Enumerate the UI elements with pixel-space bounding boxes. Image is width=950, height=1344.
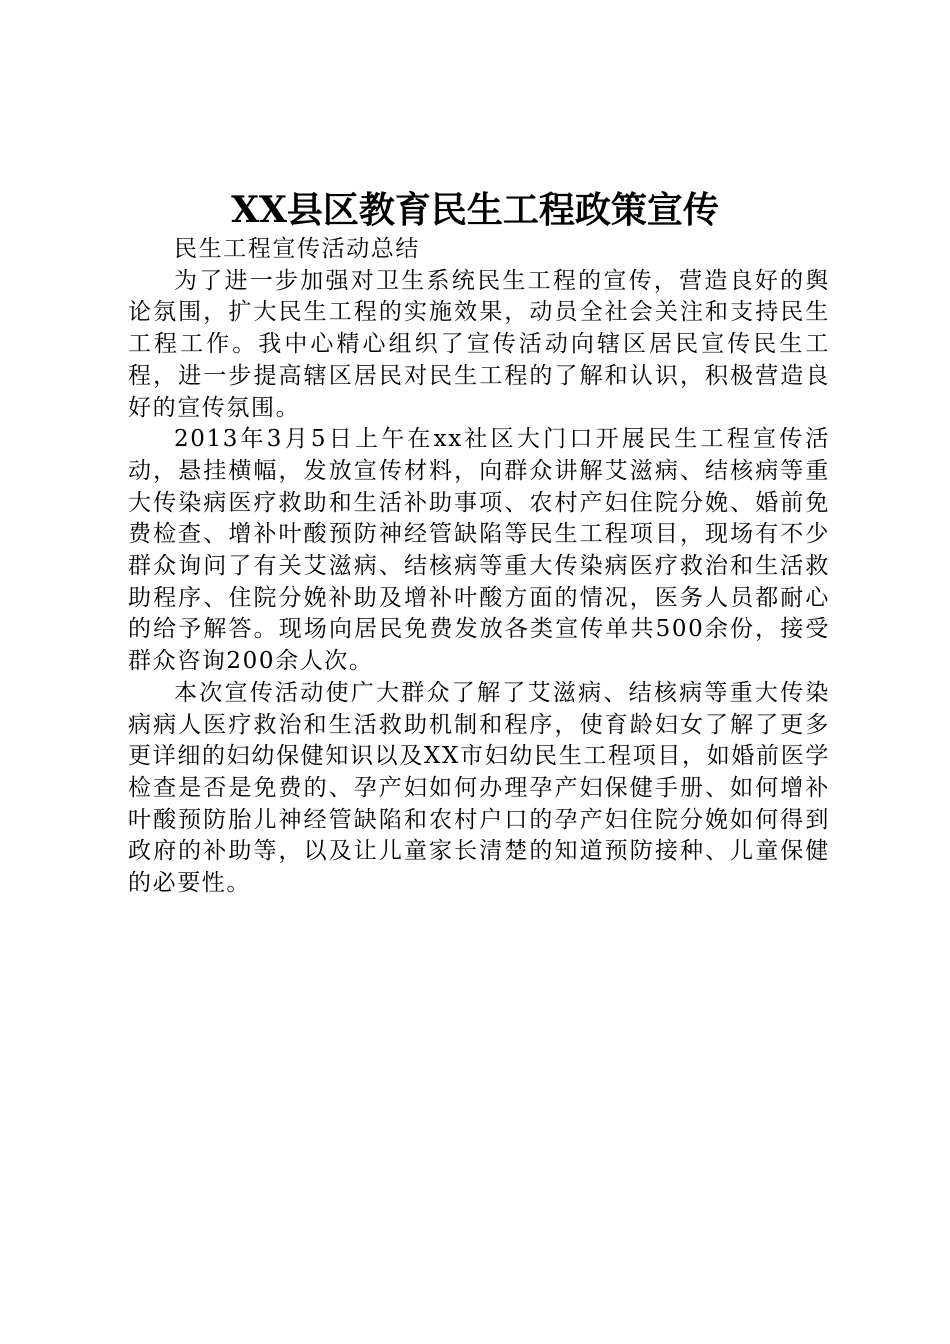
paragraph-3: 本次宣传活动使广大群众了解了艾滋病、结核病等重大传染病病人医疗救治和生活救助机制和程序，使育龄妇女了解了更多更详细的妇幼保健知识以及XX市妇幼民生工程项目，如婚前医学检查是否是免费的、孕产妇如何办理孕产妇保健手册、如何增补叶酸预防胎儿神经管缺陷和农村户口的孕产妇住院分娩如何得到政府的补助等，以及让儿童家长清楚的知道预防接种、儿童保健的必要性。 <box>128 679 830 897</box>
document-title: XX县区教育民生工程政策宣传 <box>231 189 719 231</box>
document-subtitle: 民生工程宣传活动总结 <box>174 236 420 262</box>
paragraph-1: 为了进一步加强对卫生系统民生工程的宣传，营造良好的舆论氛围，扩大民生工程的实施效果，动员全社会关注和支持民生工程工作。我中心精心组织了宣传活动向辖区居民宣传民生工程，进一步提高辖区居民对民生工程的了解和认识，积极营造良好的宣传氛围。 <box>128 267 830 421</box>
document-body <box>128 234 830 900</box>
paragraph-2: 2013年3月5日上午在xx社区大门口开展民生工程宣传活动，悬挂横幅，发放宣传材料，向群众讲解艾滋病、结核病等重大传染病医疗救助和生活补助事项、农村产妇住院分娩、婚前免费检查、增补叶酸预防神经管缺陷等民生工程项目，现场有不少群众询问了有关艾滋病、结核病等重大传染病医疗救治和生活救助程序、住院分娩补助及增补叶酸方面的情况，医务人员都耐心的给予解答。现场向居民免费发放各类宣传单共500余份，接受群众咨询200余人次。 <box>128 426 830 675</box>
